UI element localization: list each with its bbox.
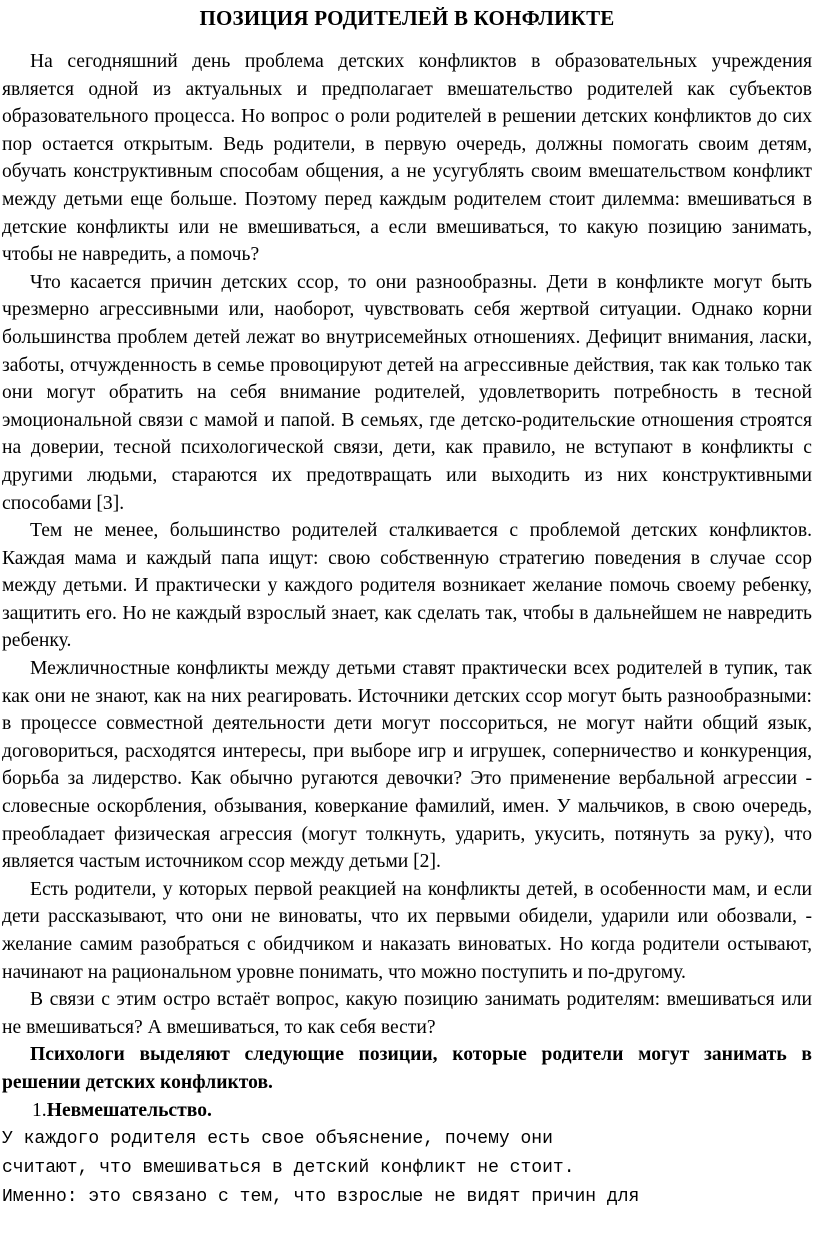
mono-line: У каждого родителя есть свое объяснение, почему они [2,1129,553,1150]
mono-line: Именно: это связано с тем, что взрослые не видят причин для [2,1187,640,1208]
mono-line: считают, что вмешиваться в детский конфликт не стоит. [2,1158,575,1179]
paragraph-parents-face: Тем не менее, большинство родителей сталкивается с проблемой детских конфликтов. Каждая мама и каждый папа ищут: свою собственную стратегию поведения в случае ссор между детьми. И практически у каждого родителя возникает желание помочь своему ребенку, защитить его. Но не каждый взрослый знает, как сделать так, чтобы в дальнейшем не навредить ребенку. [2,520,812,652]
list-item-number: 1. [32,1099,47,1121]
paragraph-psychologists: Психологи выделяют следующие позиции, которые родители могут занимать в решении детских конфликтов. [2,1044,812,1093]
paragraph-first-reaction: Есть родители, у которых первой реакцией на конфликты детей, в особенности мам, и если дети рассказывают, что они не виноваты, что их первыми обидели, ударили или обозвали, - желание самим разобраться с обидчиком и наказать виноватых. Но когда родители остывают, начинают на рациональном уровне понимать, что можно поступить и по-другому. [2,878,812,983]
page-title: ПОЗИЦИЯ РОДИТЕЛЕЙ В КОНФЛИКТЕ [199,6,615,30]
paragraph-question: В связи с этим остро встаёт вопрос, какую позицию занимать родителям: вмешиваться или не вмешиваться? А вмешиваться, то как себя вести? [2,989,812,1038]
paragraph-causes: Что касается причин детских ссор, то они разнообразны. Дети в конфликте могут быть чрезмерно агрессивными или, наоборот, чувствовать себя жертвой ситуации. Однако корни большинства проблем детей лежат во внутрисемейных отношениях. Дефицит внимания, ласки, заботы, отчужденность в семье провоцируют детей на агрессивные действия, так как только так они могут обратить на себя внимание родителей, удовлетворить потребность в тесной эмоциональной связи с мамой и папой. В семьях, где детско-родительские отношения строятся на доверии, тесной психологической связи, дети, как правило, не вступают в конфликты с другими людьми, стараются их предотвращать или выходить из них конструктивными способами [3]. [2,271,812,514]
list-item-label: Невмешательство. [46,1099,212,1121]
paragraph-intro: На сегодняшний день проблема детских конфликтов в образовательных учреждения является одной из актуальных и предполагает вмешательство родителей как субъектов образовательного процесса. Но вопрос о роли родителей в решении детских конфликтов до сих пор остается открытым. Ведь родители, в первую очередь, должны помогать своим детям, обучать конструктивным способам общения, а не усугублять своим вмешательством конфликт между детьми еще больше. Поэтому перед каждым родителем стоит дилемма: вмешиваться в детские конфликты или не вмешиваться, а если вмешиваться, то какую позицию занимать, чтобы не навредить, а помочь? [2,51,812,266]
paragraph-interpersonal: Межличностные конфликты между детьми ставят практически всех родителей в тупик, так как они не знают, как на них реагировать. Источники детских ссор могут быть разнообразными: в процессе совместной деятельности дети могут поссориться, не могут найти общий язык, договориться, расходятся интересы, при выборе игр и игрушек, соперничество и конкуренция, борьба за лидерство. Как обычно ругаются девочки? Это применение вербальной агрессии - словесные оскорбления, обзывания, коверкание фамилий, имен. У мальчиков, в свою очередь, преобладает физическая агрессия (могут толкнуть, ударить, укусить, потянуть за руку), что является частым источником ссор между детьми [2]. [2,658,812,873]
list-item-non-intervention [2,1097,812,1125]
